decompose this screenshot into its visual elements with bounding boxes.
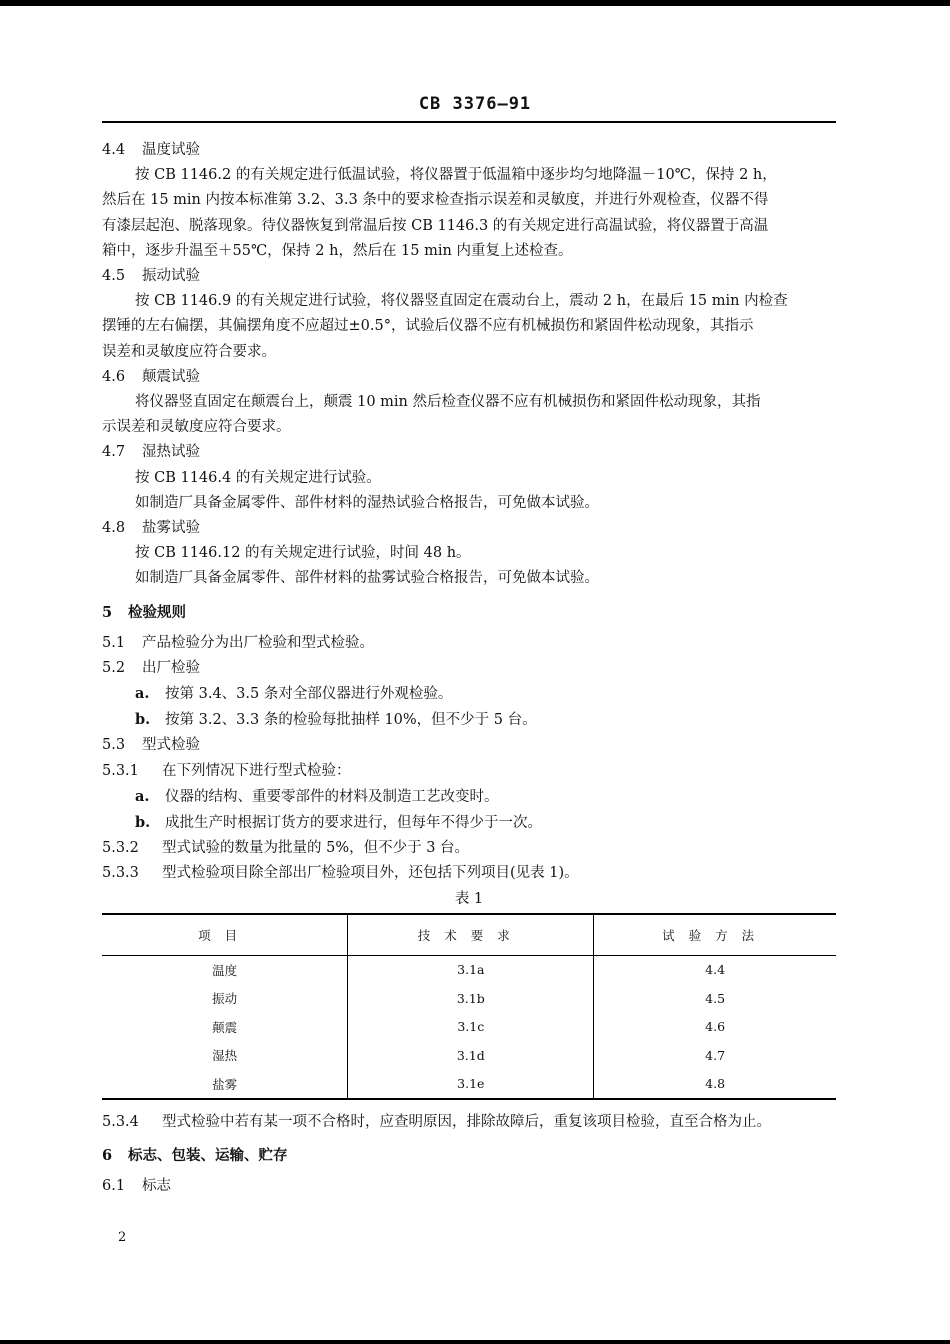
section-number: 4.6	[102, 368, 126, 385]
section-number: 5.3.1	[102, 762, 139, 779]
test-items-table	[102, 913, 836, 1101]
section-title: 湿热试验	[142, 444, 200, 461]
section-6-heading	[102, 1143, 836, 1168]
list-text: 仪器的结构、重要零部件的材料及制造工艺改变时。	[165, 788, 499, 805]
page-number: 2	[118, 1230, 127, 1245]
section-number: 5.3.3	[102, 865, 139, 882]
section-title: 振动试验	[142, 268, 200, 285]
section-text: 型式检验中若有某一项不合格时，应查明原因，排除故障后，重复该项目检验，直至合格为止。	[162, 1114, 771, 1131]
section-number: 4.8	[102, 520, 126, 537]
table-cell: 4.8	[594, 1070, 836, 1100]
paragraph-line: 摆锤的左右偏摆，其偏摆角度不应超过±0.5°，试验后仪器不应有机械损伤和紧固件松动现象，其指示	[102, 318, 754, 335]
section-number: 5.3	[102, 737, 126, 754]
section-title: 标志	[142, 1178, 171, 1195]
scan-edge-top	[0, 0, 950, 6]
section-4-5-heading	[102, 264, 836, 289]
section-5-heading	[102, 600, 836, 625]
section-4-8-heading	[102, 516, 836, 541]
table-row	[102, 1041, 836, 1070]
table-cell: 振动	[102, 984, 348, 1013]
table-cell: 颠震	[102, 1013, 348, 1042]
paragraph-line: 如制造厂具备金属零件、部件材料的湿热试验合格报告，可免做本试验。	[135, 494, 599, 511]
table-cell: 3.1c	[348, 1013, 594, 1042]
paragraph-line: 然后在 15 min 内按本标准第 3.2、3.3 条中的要求检查指示误差和灵敏度，并进行外观检查，仪器不得	[102, 192, 769, 209]
section-number: 6.1	[102, 1178, 126, 1195]
document-header: CB 3376—91	[418, 94, 532, 114]
column-header: 技术要求	[348, 914, 594, 956]
list-item	[102, 681, 836, 707]
page-content	[102, 138, 836, 1200]
scan-edge-bottom	[0, 1340, 950, 1344]
paragraph-line: 误差和灵敏度应符合要求。	[102, 343, 276, 360]
section-number: 5.1	[102, 634, 126, 651]
paragraph-line: 如制造厂具备金属零件、部件材料的盐雾试验合格报告，可免做本试验。	[135, 570, 599, 587]
section-number: 5.3.2	[102, 840, 139, 857]
section-6-1-heading	[102, 1174, 836, 1199]
section-number: 4.5	[102, 268, 126, 285]
list-item	[102, 810, 836, 836]
table-cell: 湿热	[102, 1041, 348, 1070]
section-text: 在下列情况下进行型式检验：	[162, 762, 351, 779]
section-title: 检验规则	[128, 603, 186, 621]
section-5-3-3	[102, 861, 836, 886]
paragraph-line: 按 CB 1146.9 的有关规定进行试验，将仪器竖直固定在震动台上，震动 2 h，在最后 15 min 内检查	[135, 293, 788, 310]
list-label: a.	[135, 787, 150, 805]
table-row	[102, 984, 836, 1013]
table-cell: 4.7	[594, 1041, 836, 1070]
paragraph-line: 示误差和灵敏度应符合要求。	[102, 419, 291, 436]
column-header: 试验方法	[594, 914, 836, 956]
section-5-3-4	[102, 1110, 836, 1135]
section-number: 5	[102, 603, 113, 621]
table-cell: 3.1a	[348, 955, 594, 984]
section-title: 出厂检验	[142, 659, 200, 676]
section-number: 4.4	[102, 142, 126, 158]
section-number: 5.2	[102, 659, 126, 676]
table-cell: 3.1d	[348, 1041, 594, 1070]
table-cell: 3.1b	[348, 984, 594, 1013]
list-text: 按第 3.4、3.5 条对全部仪器进行外观检验。	[165, 686, 453, 703]
list-item	[102, 784, 836, 810]
table-cell: 4.6	[594, 1013, 836, 1042]
section-5-1	[102, 631, 836, 656]
table-cell: 盐雾	[102, 1070, 348, 1100]
section-number: 4.7	[102, 444, 126, 461]
table-caption: 表 1	[454, 890, 484, 907]
section-text: 型式试验的数量为批量的 5%，但不少于 3 台。	[162, 840, 470, 857]
section-text: 产品检验分为出厂检验和型式检验。	[142, 634, 374, 651]
paragraph-line: 按 CB 1146.12 的有关规定进行试验，时间 48 h。	[135, 545, 471, 562]
section-title: 温度试验	[142, 142, 200, 158]
paragraph-line: 按 CB 1146.2 的有关规定进行低温试验，将仪器置于低温箱中逐步均匀地降温－10℃，保持 2 h，	[135, 167, 777, 184]
section-4-6-heading	[102, 365, 836, 390]
table-row	[102, 1013, 836, 1042]
section-number: 5.3.4	[102, 1114, 139, 1131]
table-row	[102, 1070, 836, 1100]
list-item	[102, 707, 836, 733]
list-label: b.	[135, 711, 151, 729]
header-rule	[102, 121, 836, 123]
list-text: 成批生产时根据订货方的要求进行，但每年不得少于一次。	[165, 815, 542, 832]
list-text: 按第 3.2、3.3 条的检验每批抽样 10%，但不少于 5 台。	[165, 712, 537, 729]
section-4-4-heading	[102, 138, 836, 163]
list-label: a.	[135, 685, 150, 703]
section-title: 标志、包装、运输、贮存	[128, 1147, 288, 1165]
section-5-3-2	[102, 836, 836, 861]
paragraph-line: 将仪器竖直固定在颠震台上，颠震 10 min 然后检查仪器不应有机械损伤和紧固件松动现象，其指	[135, 394, 761, 411]
section-5-3-1	[102, 759, 836, 784]
section-number: 6	[102, 1147, 113, 1165]
section-title: 盐雾试验	[142, 520, 200, 537]
table-cell: 3.1e	[348, 1070, 594, 1100]
section-5-2-heading	[102, 656, 836, 681]
column-header: 项目	[102, 914, 348, 956]
table-cell: 温度	[102, 955, 348, 984]
paragraph-line: 有漆层起泡、脱落现象。待仪器恢复到常温后按 CB 1146.3 的有关规定进行高温试验，将仪器置于高温	[102, 217, 769, 234]
paragraph-line: 按 CB 1146.4 的有关规定进行试验。	[135, 469, 381, 486]
table-row	[102, 955, 836, 984]
table-cell: 4.5	[594, 984, 836, 1013]
table-header-row	[102, 914, 836, 956]
section-title: 型式检验	[142, 737, 200, 754]
section-4-7-heading	[102, 440, 836, 465]
section-5-3-heading	[102, 733, 836, 758]
section-text: 型式检验项目除全部出厂检验项目外，还包括下列项目(见表 1)。	[162, 865, 579, 882]
section-title: 颠震试验	[142, 368, 200, 385]
list-label: b.	[135, 814, 151, 832]
paragraph-line: 箱中，逐步升温至＋55℃，保持 2 h，然后在 15 min 内重复上述检查。	[102, 242, 573, 259]
table-cell: 4.4	[594, 955, 836, 984]
